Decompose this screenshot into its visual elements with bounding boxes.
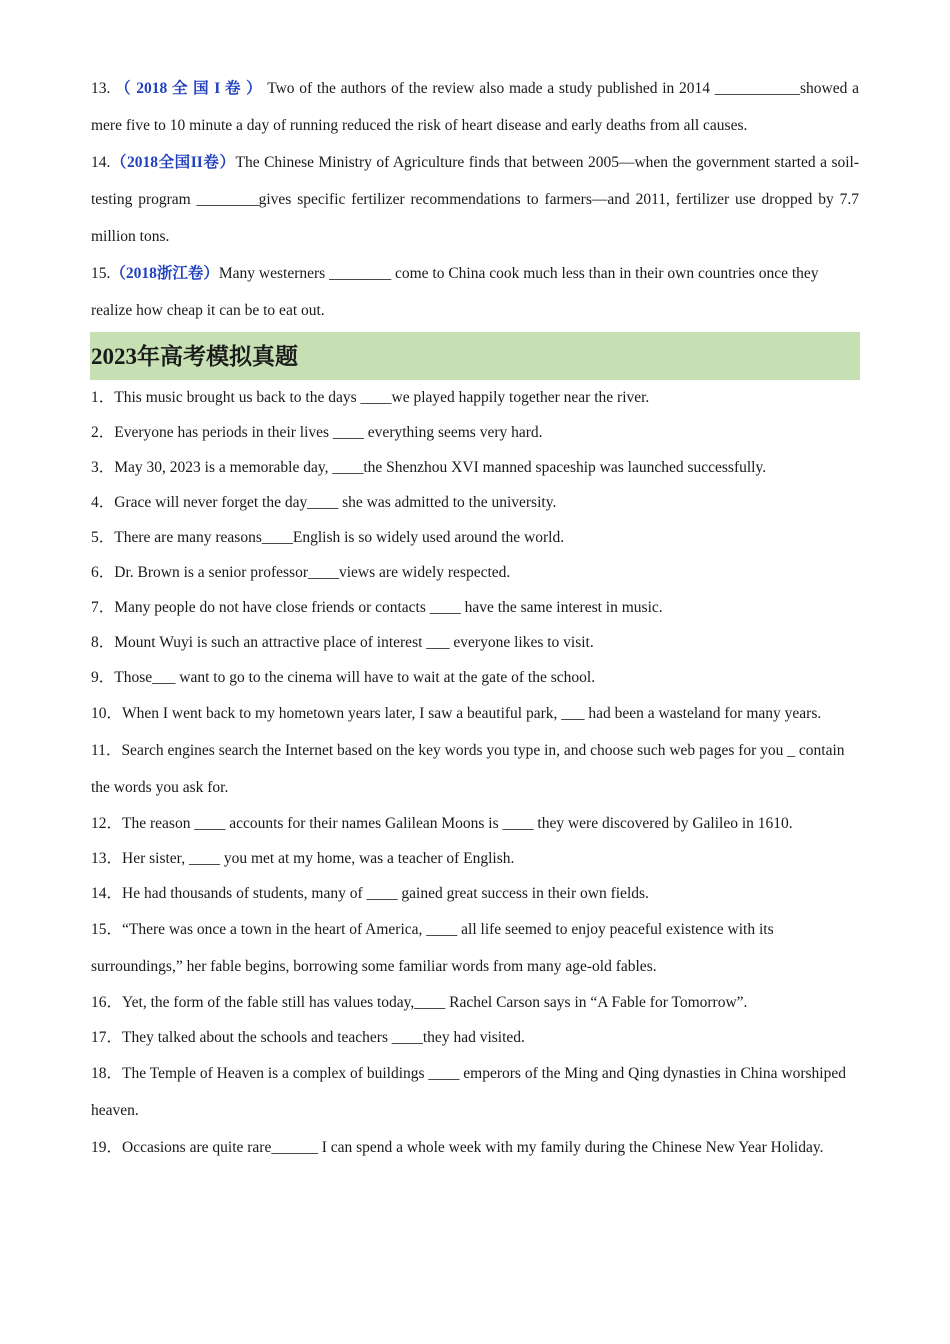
list-item: [91, 520, 859, 555]
question-text: Mount Wuyi is such an attractive place of interest ___ everyone likes to visit.: [114, 634, 594, 651]
list-item: [91, 695, 859, 732]
question-number: 8．: [91, 634, 115, 651]
list-item: [91, 841, 859, 876]
question-text: Many people do not have close friends or contacts ____ have the same interest in music.: [114, 599, 663, 616]
question-number: 13.: [91, 80, 111, 97]
question-number: 14.: [91, 154, 111, 171]
question-number: 12．: [91, 815, 123, 832]
question-text: The reason ____ accounts for their names Galilean Moons is ____ they were discovered by Galileo in 1610.: [122, 815, 793, 832]
question-number: 15.: [91, 265, 111, 282]
question-number: 15．: [91, 921, 123, 938]
question-number: 17．: [91, 1029, 123, 1046]
document-page: [91, 70, 859, 1166]
question-text: Yet, the form of the fable still has values today,____ Rachel Carson says in “A Fable for Tomorrow”.: [122, 994, 748, 1011]
question-number: 10．: [91, 705, 123, 722]
question-number: 5．: [91, 529, 115, 546]
question-number: 14．: [91, 885, 123, 902]
question-text: This music brought us back to the days ____we played happily together near the river.: [114, 389, 650, 406]
question-number: 1．: [91, 389, 115, 406]
question-text: The Chinese Ministry of Agriculture finds that between 2005—when the government started a soil-testing program ________gives specific fertilizer recommendations to farmers—and 2011, fertilizer use dropped by 7.7 million tons.: [91, 154, 859, 245]
question-text: May 30, 2023 is a memorable day, ____the Shenzhou XVI manned spaceship was launched successfully.: [114, 459, 767, 476]
question-text: Search engines search the Internet based on the key words you type in, and choose such web pages for you _ contain the words you ask for.: [91, 742, 845, 796]
question-number: 18．: [91, 1065, 123, 1082]
list-item: [91, 485, 859, 520]
question-text: Many westerners ________ come to China cook much less than in their own countries once they realize how cheap it can be to eat out.: [91, 265, 819, 319]
list-item: [91, 415, 859, 450]
question-text: Grace will never forget the day____ she was admitted to the university.: [114, 494, 557, 511]
top-question-14: [91, 144, 859, 255]
list-item: [91, 380, 859, 415]
question-text: He had thousands of students, many of ____ gained great success in their own fields.: [122, 885, 649, 902]
question-number: 11．: [91, 742, 122, 759]
top-question-13: [91, 70, 859, 144]
list-item: [91, 450, 859, 485]
list-item: [91, 732, 859, 806]
question-text: When I went back to my hometown years later, I saw a beautiful park, ___ had been a wasteland for many years.: [122, 705, 822, 722]
list-item: [91, 806, 859, 841]
question-text: Dr. Brown is a senior professor____views are widely respected.: [114, 564, 511, 581]
section-title: 2023年高考模拟真题: [90, 332, 860, 380]
list-item: [91, 1129, 859, 1166]
top-question-15: [91, 255, 859, 329]
question-text: “There was once a town in the heart of America, ____ all life seemed to enjoy peaceful existence with its surroundings,” her fable begins, borrowing some familiar words from many age-old fables.: [91, 921, 774, 975]
question-number: 9．: [91, 669, 115, 686]
question-source: （2018全国II卷）: [110, 154, 236, 171]
question-text: They talked about the schools and teachers ____they had visited.: [122, 1029, 525, 1046]
question-number: 19．: [91, 1139, 123, 1156]
mock-question-list: [91, 380, 859, 1166]
question-source: （2018浙江卷）: [110, 265, 219, 282]
question-text: Two of the authors of the review also made a study published in 2014 ___________showed a mere five to 10 minute a day of running reduced the risk of heart disease and early deaths from all causes.: [91, 80, 859, 134]
question-text: Everyone has periods in their lives ____ everything seems very hard.: [114, 424, 543, 441]
list-item: [91, 1055, 859, 1129]
question-text: The Temple of Heaven is a complex of buildings ____ emperors of the Ming and Qing dynasties in China worshiped heaven.: [91, 1065, 846, 1119]
question-number: 16．: [91, 994, 123, 1011]
question-number: 3．: [91, 459, 115, 476]
question-number: 2．: [91, 424, 115, 441]
question-text: There are many reasons____English is so widely used around the world.: [114, 529, 565, 546]
question-number: 7．: [91, 599, 115, 616]
question-text: Her sister, ____ you met at my home, was a teacher of English.: [122, 850, 515, 867]
list-item: [91, 590, 859, 625]
question-number: 4．: [91, 494, 115, 511]
question-source: （ 2018 全 国 I 卷 ）: [115, 80, 263, 97]
list-item: [91, 985, 859, 1020]
question-number: 6．: [91, 564, 115, 581]
list-item: [91, 1020, 859, 1055]
list-item: [91, 555, 859, 590]
list-item: [91, 660, 859, 695]
question-text: Those___ want to go to the cinema will have to wait at the gate of the school.: [114, 669, 596, 686]
question-number: 13．: [91, 850, 123, 867]
question-text: Occasions are quite rare______ I can spend a whole week with my family during the Chinese New Year Holiday.: [122, 1139, 824, 1156]
list-item: [91, 911, 859, 985]
list-item: [91, 876, 859, 911]
list-item: [91, 625, 859, 660]
